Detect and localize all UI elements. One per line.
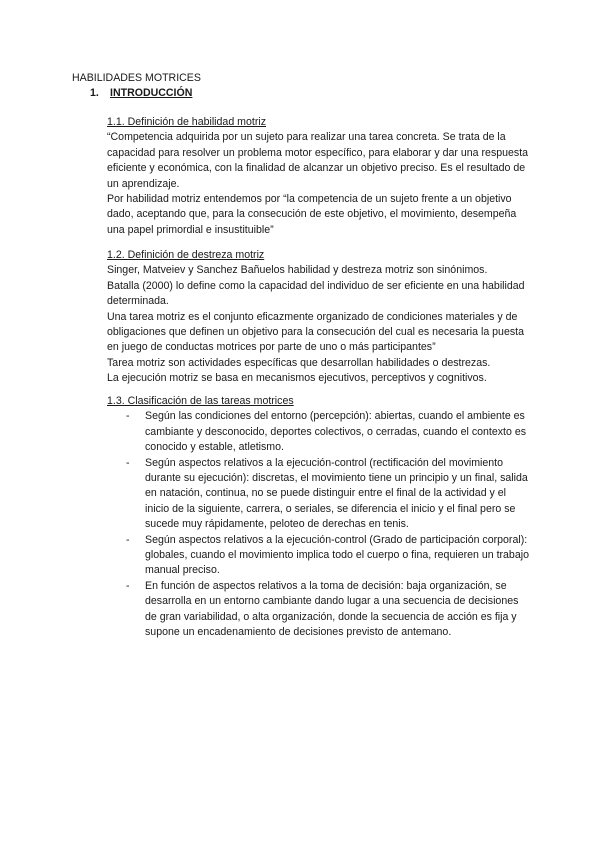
section-heading (90, 86, 192, 101)
bullet-dash: - (126, 410, 130, 423)
list-item (107, 409, 532, 455)
list-item (107, 456, 532, 533)
section-destreza-motriz (107, 248, 532, 387)
paragraph: Singer, Matveiev y Sanchez Bañuelos habilidad y destreza motriz son sinónimos. (107, 264, 488, 277)
section-clasificacion-tareas (107, 394, 532, 641)
bullet-list (107, 409, 532, 640)
paragraph: Por habilidad motriz entendemos por “la competencia de un sujeto frente a un objetivo dado, aceptando que, para la consecución de este objetivo, el movimiento, desempeña una papel primordial e insustituible” (107, 193, 517, 236)
subsection-title: 1.2. Definición de destreza motriz (107, 249, 265, 261)
paragraph: “Competencia adquirida por un sujeto para realizar una tarea concreta. Se trata de la capacidad para resolver un problema motor específico, para elaborar y dar una respuesta eficiente y económica, con la finalidad de alcanzar un objetivo preciso. Es el resultado de un aprendizaje. (107, 131, 529, 190)
list-item (107, 579, 532, 641)
heading-text: INTRODUCCIÓN (110, 87, 193, 99)
list-item-text: En función de aspectos relativos a la toma de decisión: baja organización, se desarrolla en un entorno cambiante dando lugar a una secuencia de decisiones de gran variabilidad, o alta organización, donde la secuencia de acción es fija y supone un encadenamiento de decisiones previsto de antemano. (145, 579, 519, 639)
paragraph: Una tarea motriz es el conjunto eficazmente organizado de condiciones materiales y de obligaciones que definen un objetivo para la consecución del cual es necesaria la puesta en juego de conductas motrices por parte de uno o más participantes” (107, 310, 524, 354)
bullet-dash: - (126, 533, 130, 546)
heading-number: 1. (90, 87, 99, 99)
paragraph: La ejecución motriz se basa en mecanismos ejecutivos, perceptivos y cognitivos. (107, 372, 487, 385)
list-item-text: Según las condiciones del entorno (percepción): abiertas, cuando el ambiente es cambiante y desconocido, deportes colectivos, o cerradas, cuando el contexto es conocido y estable, atletismo. (145, 410, 527, 454)
paragraph: Tarea motriz son actividades específicas que desarrollan habilidades o destrezas. (107, 356, 491, 369)
bullet-dash: - (126, 456, 130, 469)
subsection-title: 1.3. Clasificación de las tareas motrices (107, 395, 294, 407)
paragraph: Batalla (2000) lo define como la capacidad del individuo de ser eficiente en una habilidad determinada. (107, 279, 525, 308)
bullet-dash: - (126, 579, 130, 592)
document-title: HABILIDADES MOTRICES (72, 72, 201, 84)
list-item-text: Según aspectos relativos a la ejecución-control (Grado de participación corporal): globales, cuando el movimiento implica todo el cuerpo o fina, requieren un trabajo manual preciso. (145, 533, 529, 577)
section-habilidad-motriz (107, 115, 532, 238)
subsection-title: 1.1. Definición de habilidad motriz (107, 116, 266, 128)
list-item-text: Según aspectos relativos a la ejecución-control (rectificación del movimiento durante su ejecución): discretas, el movimiento tiene un principio y un final, salida en natación, continua, no se puede distinguir entre el final de la actividad y el inicio de la siguiente, carrera, o seriales, se diferencia el inicio y el final pero se sucede muy rápidamente, peloteo de derechas en tenis. (145, 456, 528, 531)
list-item (107, 533, 532, 579)
